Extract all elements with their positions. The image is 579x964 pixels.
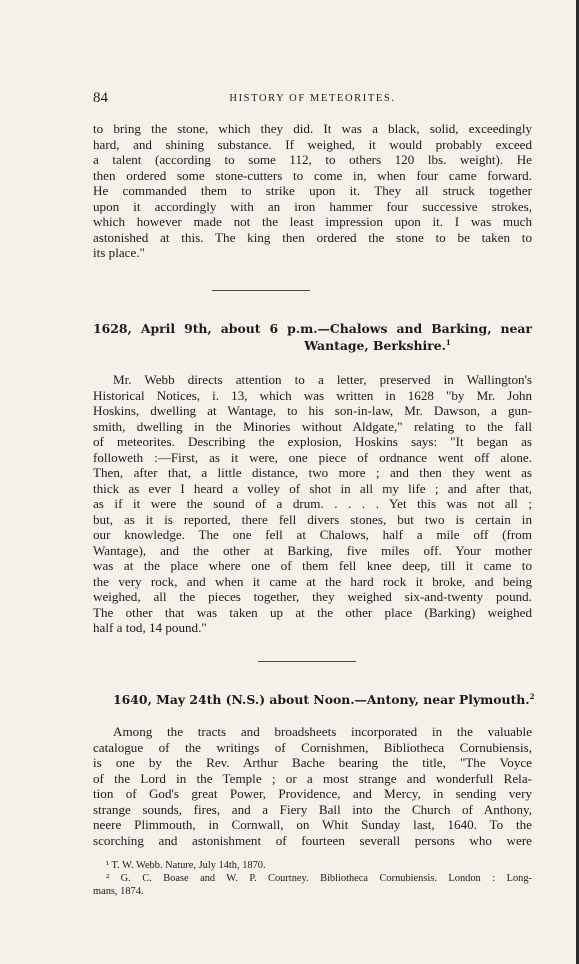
heading-line — [93, 337, 532, 354]
footnote-2-line: mans, 1874. — [93, 886, 144, 897]
text-line: was at the place where one of them fell knee deep, till it came to — [93, 558, 532, 573]
text-line: its place." — [93, 245, 145, 260]
footnote-marker: 1 — [445, 337, 451, 347]
page-header — [93, 90, 532, 108]
footnotes — [93, 859, 532, 898]
heading-place: Wantage, Berkshire. — [304, 338, 446, 353]
text-line: but, as it is reported, there fell divers stones, but two is certain in — [93, 511, 532, 527]
entry-heading-1628 — [93, 320, 532, 354]
continuation-paragraph — [93, 121, 532, 261]
text-line: strange sounds, fires, and a Fiery Ball into the Church of Anthony, — [93, 801, 532, 817]
footnote-1: ¹ T. W. Webb. Nature, July 14th, 1870. — [106, 860, 266, 871]
text-line: then ordered some stone-cutters to come in, when four came forward. — [93, 167, 532, 183]
text-line: tion of God's great Power, Providence, and Mercy, in sending very — [93, 786, 532, 801]
text-line: of the Lord in the Temple ; or a most strange and wonderfull Rela- — [93, 770, 532, 786]
text-line: Among the tracts and broadsheets incorporated in the valuable — [113, 724, 532, 739]
text-line: Wantage), and the other at Barking, five miles off. Your mother — [93, 542, 532, 558]
running-head: HISTORY OF METEORITES. — [229, 93, 396, 104]
heading-line: 1628, April 9th, about 6 p.m.—Chalows and Barking, near — [93, 321, 532, 336]
text-line: Mr. Webb directs attention to a letter, preserved in Wallington's — [113, 372, 532, 387]
text-line: weighed, all the pieces together, they weighed six-and-twenty pound. — [93, 589, 532, 604]
entry-heading-1640 — [113, 691, 535, 708]
text-line: the very rock, and when it came at the hard rock it broke, and being — [93, 573, 532, 589]
text-line: a talent (according to some 112, to others 120 lbs. weight). He — [93, 152, 532, 167]
text-line: neere Plimmouth, in Cornwall, on Whit Sunday last, 1640. To the — [93, 817, 532, 832]
text-line: Hoskins, dwelling at Wantage, to his son-in-law, Mr. Dawson, a gun- — [93, 403, 532, 418]
footnote-2-line: ² G. C. Boase and W. P. Courtney. Bibliotheca Cornubiensis. London : Long- — [106, 873, 532, 884]
text-line: as if it were the sound of a drum. . . . . Yet this was not all ; — [93, 496, 532, 511]
section-divider — [212, 290, 310, 291]
heading-line: 1640, May 24th (N.S.) about Noon.—Antony, near Plymouth. — [113, 692, 530, 707]
text-line: half a tod, 14 pound." — [93, 620, 207, 635]
text-line: our knowledge. The one fell at Chalows, half a mile off (from — [93, 527, 532, 542]
text-line: followeth :—First, as it were, one piece of ordnance went off alone. — [93, 449, 532, 465]
footnote-marker: 2 — [529, 691, 535, 701]
text-line: scorching and astonishment of fourteen severall persons who were — [93, 832, 532, 848]
text-line: hard, and shining substance. If weighed, it would probably exceed — [93, 136, 532, 152]
text-line: The other that was taken up at the other place (Barking) weighed — [93, 604, 532, 620]
text-line: to bring the stone, which they did. It was a black, solid, exceedingly — [93, 121, 532, 136]
text-line: Then, after that, a little distance, two more ; and then they went as — [93, 465, 532, 480]
section-divider — [258, 661, 356, 662]
text-line: upon it accordingly with an iron hammer four successive strokes, — [93, 198, 532, 214]
page-number: 84 — [93, 90, 108, 106]
paragraph-1628 — [93, 372, 532, 636]
text-line: Historical Notices, i. 13, which was written in 1628 "by Mr. John — [93, 387, 532, 403]
paragraph-1640 — [93, 724, 532, 848]
text-line: which however made not the least impression upon it. I was much — [93, 214, 532, 229]
text-line: is one by the Rev. Arthur Bache bearing the title, "The Voyce — [93, 755, 532, 770]
text-line: catalogue of the writings of Cornishmen, Bibliotheca Cornubiensis, — [93, 739, 532, 755]
text-line: smith, dwelling in the Minories without Aldgate," relating to the fall — [93, 418, 532, 434]
text-line: of meteorites. Describing the explosion, Hoskins says: "It began as — [93, 434, 532, 449]
text-line: thick as ever I heard a volley of shot in all my life ; and after that, — [93, 480, 532, 496]
text-line: He commanded them to strike upon it. They all struck together — [93, 183, 532, 198]
text-line: astonished at this. The king then ordered the stone to be taken to — [93, 229, 532, 245]
